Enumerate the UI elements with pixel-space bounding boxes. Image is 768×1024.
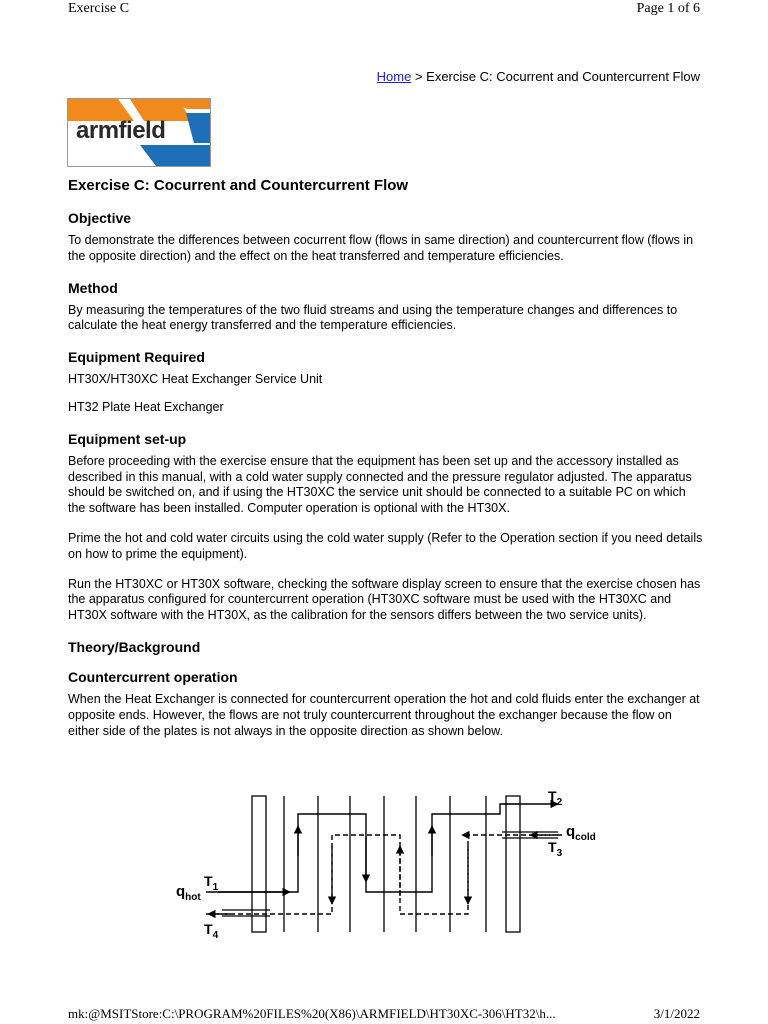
breadcrumb-separator: >: [411, 69, 427, 84]
label-q-cold: q: [566, 823, 576, 840]
print-header-page-number: Page 1 of 6: [636, 1, 700, 16]
svg-text:T2: [548, 788, 563, 808]
label-q-cold-sub: cold: [575, 832, 596, 843]
setup-paragraph: Prime the hot and cold water circuits using the cold water supply (Refer to the Operation section if you need details on how to prime the equipment).: [68, 530, 703, 561]
breadcrumb-current: Exercise C: Cocurrent and Countercurrent Flow: [426, 69, 700, 84]
main-content: [68, 176, 704, 753]
method-text: By measuring the temperatures of the two fluid streams and using the temperature changes and differences to calculate the heat energy transferred and the temperature efficiencies.: [68, 302, 678, 333]
equipment-required-heading: Equipment Required: [68, 349, 205, 366]
label-t1: T: [204, 873, 213, 889]
end-frame-left: [252, 796, 266, 932]
setup-paragraph: Before proceeding with the exercise ensure that the equipment has been set up and the accessory installed as described in this manual, with a cold water supply connected and the pressure regulator adjusted. The apparatus should be switched on, and if using the HT30XC the service unit should be connected to a suitable PC on which the software has been installed. Computer operation is optional with the HT30X.: [68, 453, 692, 516]
label-t2: T: [548, 788, 557, 804]
cold-flow-path: [204, 835, 558, 914]
end-frame-right: [506, 796, 520, 932]
print-footer: [68, 1006, 700, 1024]
label-q-hot-sub: hot: [185, 892, 201, 903]
countercurrent-text: When the Heat Exchanger is connected for countercurrent operation the hot and cold fluids enter the exchanger at opposite ends. However, the flows are not truly countercurrent throughout the exchanger because the flow on either side of the plates is not always in the opposite direction as shown below.: [68, 691, 700, 738]
page-title: Exercise C: Cocurrent and Countercurrent Flow: [68, 177, 409, 194]
theory-heading: Theory/Background: [68, 638, 201, 655]
breadcrumb: [377, 69, 700, 84]
flow-diagram-svg: [170, 786, 610, 946]
objective-heading: Objective: [68, 210, 132, 226]
svg-text:qhot: [176, 883, 201, 903]
equipment-item: HT30X/HT30XC Heat Exchanger Service Unit: [68, 372, 323, 387]
label-t3: T: [548, 839, 557, 855]
print-footer-date: 3/1/2022: [653, 1006, 700, 1021]
breadcrumb-home-link[interactable]: Home: [376, 69, 412, 84]
svg-text:qcold: [566, 823, 596, 843]
countercurrent-heading: Countercurrent operation: [68, 668, 238, 685]
label-t3-sub: 3: [556, 848, 563, 859]
equipment-item: HT32 Plate Heat Exchanger: [68, 399, 224, 414]
setup-paragraph: Run the HT30XC or HT30X software, checking the software display screen to ensure that the exercise chosen has the apparatus configured for countercurrent operation (HT30XC software must be used with the HT30XC and HT30X software with the HT30X, as the calibration for the sensors differs between the two service units).: [68, 576, 701, 623]
equipment-setup-heading: Equipment set-up: [68, 430, 187, 447]
label-t2-sub: 2: [556, 797, 563, 808]
print-footer-url: mk:@MSITStore:C:\PROGRAM%20FILES%20(X86)\ARMFIELD\HT30XC-306\HT32\h...: [68, 1006, 556, 1021]
label-t1-sub: 1: [212, 882, 219, 893]
svg-text:T3: [548, 839, 563, 859]
print-header: [68, 0, 700, 20]
logo-wordmark: armfield: [76, 117, 166, 144]
label-t4-sub: 4: [212, 930, 219, 941]
svg-text:T4: [204, 921, 219, 941]
objective-text: To demonstrate the differences between cocurrent flow (flows in same direction) and countercurrent flow (flows in the opposite direction) and the effect on the heat transferred and temperature efficiencies.: [68, 233, 694, 263]
hot-flow-path: [206, 804, 558, 892]
method-heading: Method: [68, 279, 118, 296]
label-t4: T: [204, 921, 213, 937]
countercurrent-flow-diagram: [170, 786, 610, 946]
print-header-title: Exercise C: [68, 1, 130, 16]
armfield-logo: [67, 98, 211, 167]
label-q-hot: q: [176, 883, 186, 900]
svg-text:T1: [204, 873, 219, 893]
